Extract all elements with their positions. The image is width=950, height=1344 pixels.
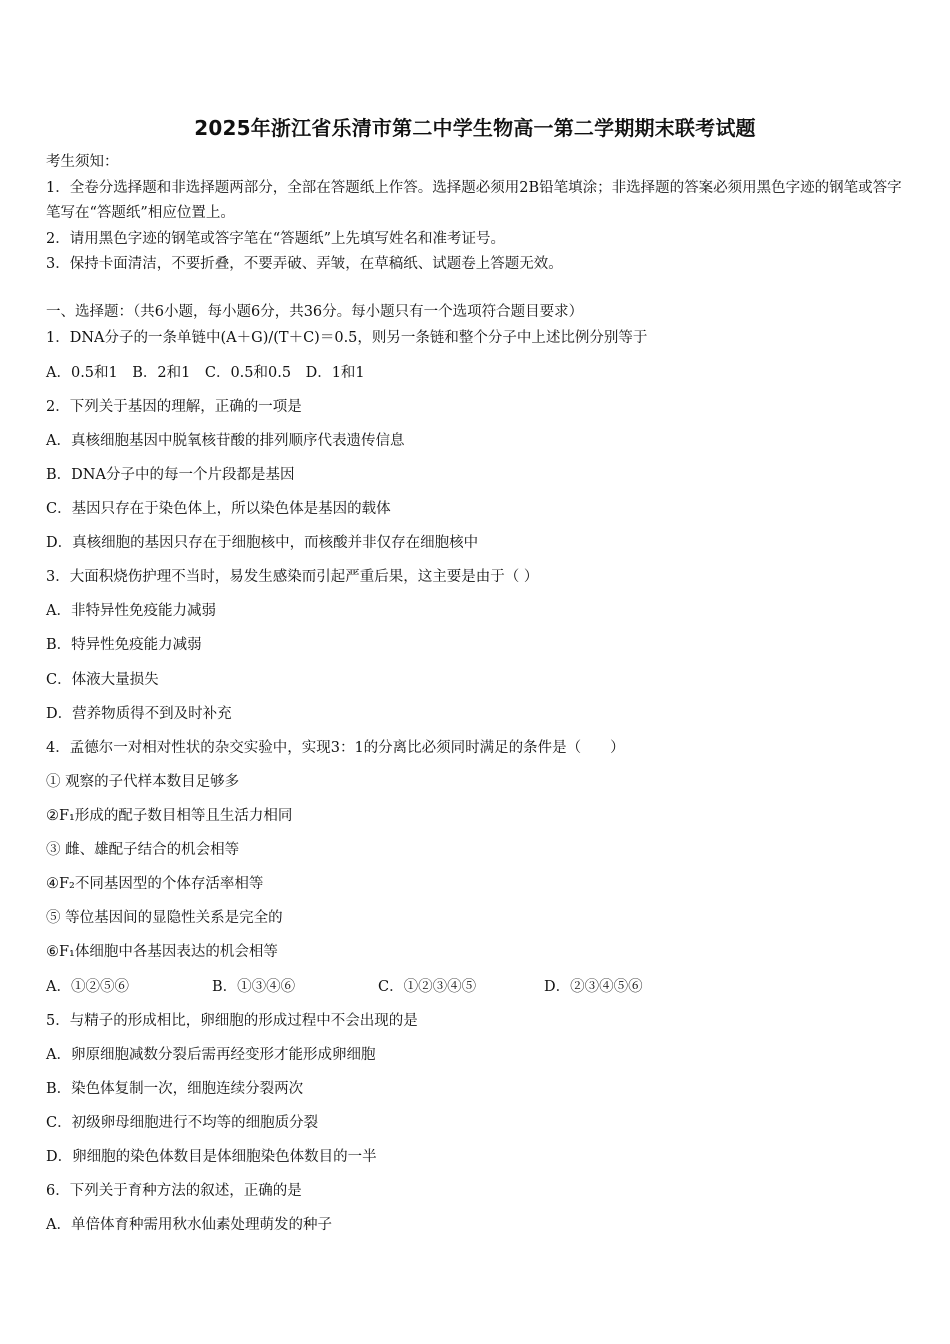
q5-option-d: D．卵细胞的染色体数目是体细胞染色体数目的一半 (46, 1149, 377, 1165)
q4-options (46, 975, 906, 996)
q1-options: A．0.5和1 B．2和1 C．0.5和0.5 D．1和1 (46, 365, 365, 381)
q4-condition-2: ②F₁形成的配子数目相等且生活力相同 (46, 808, 293, 824)
q4-stem: 4．孟德尔一对相对性状的杂交实验中，实现3：1的分离比必须同时满足的条件是（ ） (46, 740, 625, 756)
q4-option-b: B．①③④⑥ (212, 979, 296, 995)
q4-option-d: D．②③④⑤⑥ (544, 979, 643, 995)
q4-condition-1: ① 观察的子代样本数目足够多 (46, 774, 240, 790)
notice-block (46, 150, 906, 278)
section-heading: 一、选择题：（共6小题，每小题6分，共36分。每小题只有一个选项符合题目要求） (46, 304, 584, 320)
q2-stem: 2．下列关于基因的理解，正确的一项是 (46, 399, 302, 415)
q5-option-a: A．卵原细胞减数分裂后需再经变形才能形成卵细胞 (46, 1047, 376, 1063)
q4-condition-5: ⑤ 等位基因间的显隐性关系是完全的 (46, 910, 283, 926)
q5-option-b: B．染色体复制一次，细胞连续分裂两次 (46, 1081, 304, 1097)
q3-stem: 3．大面积烧伤护理不当时，易发生感染而引起严重后果，这主要是由于（ ） (46, 569, 539, 585)
q5-option-c: C．初级卵母细胞进行不均等的细胞质分裂 (46, 1115, 319, 1131)
q3-option-d: D．营养物质得不到及时补充 (46, 706, 232, 722)
q2-option-c: C．基因只存在于染色体上，所以染色体是基因的载体 (46, 501, 391, 517)
q3-option-c: C．体液大量损失 (46, 672, 159, 688)
q6-option-a: A．单倍体育种需用秋水仙素处理萌发的种子 (46, 1217, 332, 1233)
notice-item-3: 3．保持卡面清洁，不要折叠，不要弄破、弄皱，在草稿纸、试题卷上答题无效。 (46, 256, 563, 272)
q2-option-b: B．DNA分子中的每一个片段都是基因 (46, 467, 295, 483)
q6-stem: 6．下列关于育种方法的叙述，正确的是 (46, 1183, 302, 1199)
q2-option-a: A．真核细胞基因中脱氧核苷酸的排列顺序代表遗传信息 (46, 433, 405, 449)
q4-condition-6: ⑥F₁体细胞中各基因表达的机会相等 (46, 944, 278, 960)
notice-item-2: 2．请用黑色字迹的钢笔或答字笔在“答题纸”上先填写姓名和准考证号。 (46, 230, 506, 247)
q5-stem: 5．与精子的形成相比，卵细胞的形成过程中不会出现的是 (46, 1013, 418, 1029)
q4-option-c: C．①②③④⑤ (378, 979, 477, 995)
q3-option-b: B．特异性免疫能力减弱 (46, 637, 202, 653)
notice-item-1: 1．全卷分选择题和非选择题两部分，全部在答题纸上作答。选择题必须用2B铅笔填涂；非选择题的答案必须用黑色字迹的钢笔或答字笔写在“答题纸”相应位置上。 (46, 179, 902, 221)
q4-condition-4: ④F₂不同基因型的个体存活率相等 (46, 876, 264, 892)
q2-option-d: D．真核细胞的基因只存在于细胞核中，而核酸并非仅存在细胞核中 (46, 535, 479, 551)
q3-option-a: A．非特异性免疫能力减弱 (46, 603, 216, 619)
q1-stem: 1．DNA分子的一条单链中(A＋G)/(T＋C)＝0.5，则另一条链和整个分子中上述比例分别等于 (46, 330, 648, 346)
notice-heading: 考生须知： (46, 154, 119, 170)
q4-option-a: A．①②⑤⑥ (46, 979, 129, 995)
q4-condition-3: ③ 雌、雄配子结合的机会相等 (46, 842, 240, 858)
page-title: 2025年浙江省乐清市第二中学生物高一第二学期期末联考试题 (194, 116, 756, 140)
